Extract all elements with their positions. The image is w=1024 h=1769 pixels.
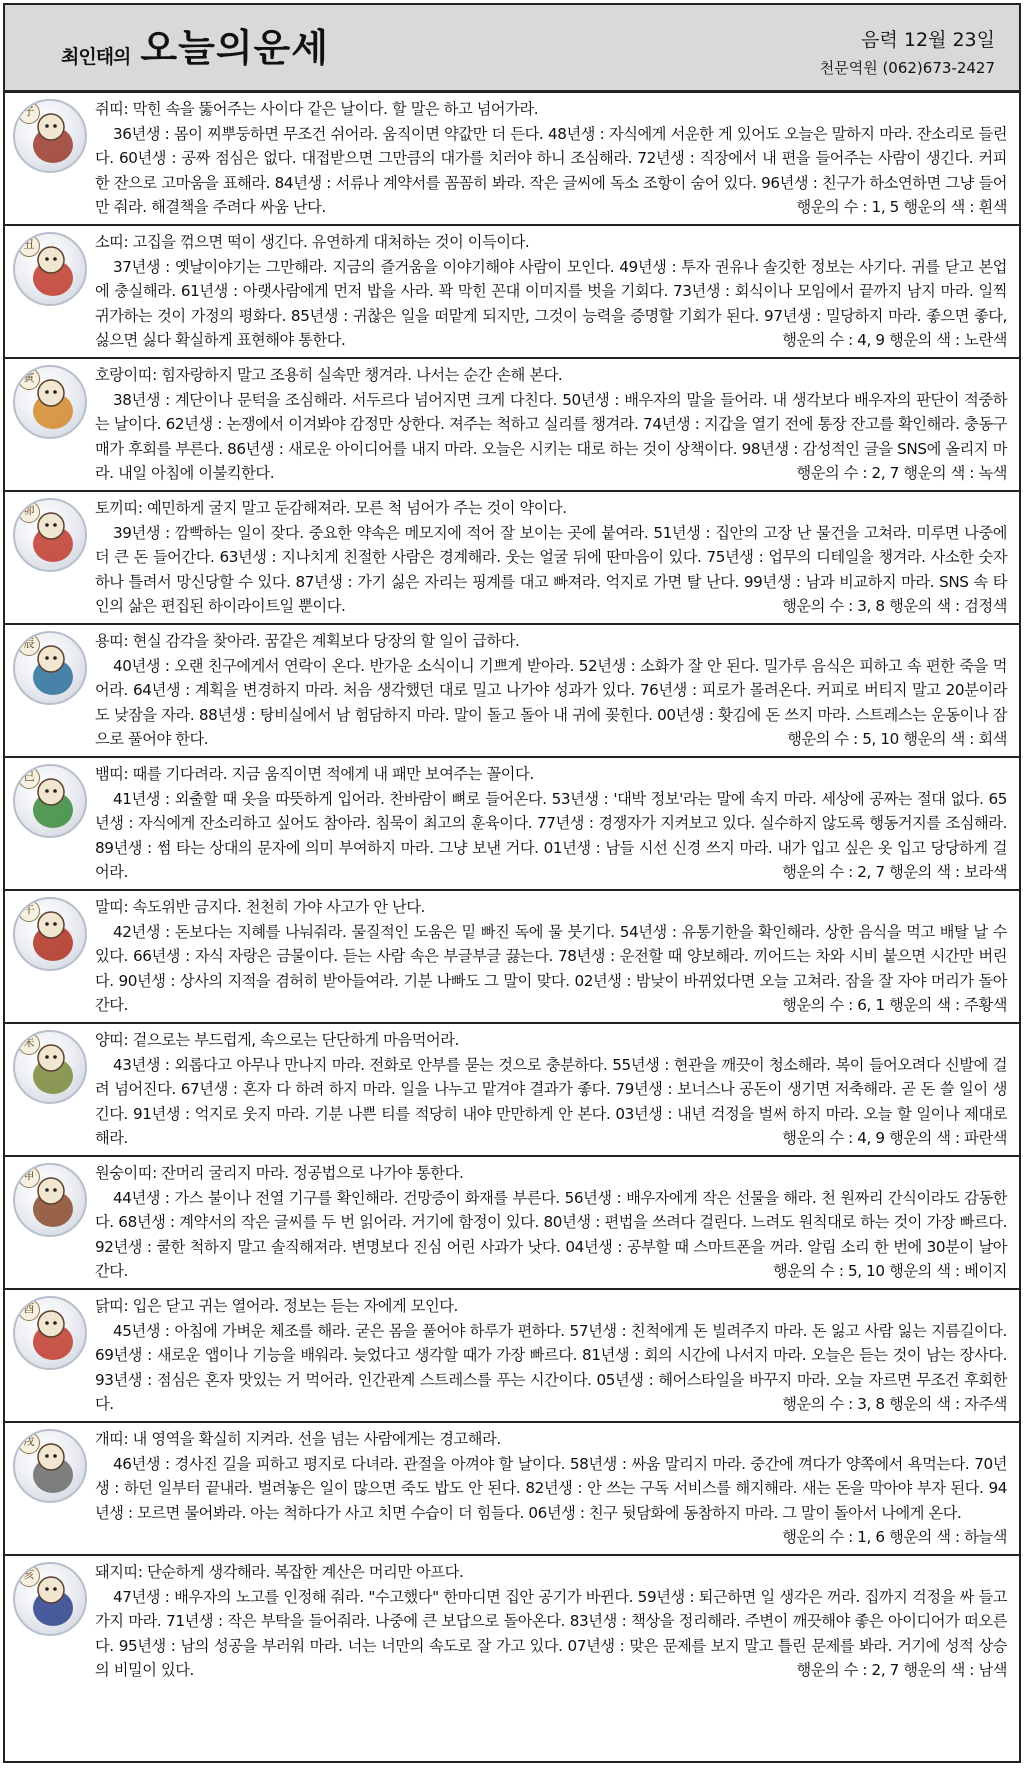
zodiac-row [5, 226, 1019, 359]
zodiac-seal-char: 寅 [18, 368, 40, 390]
fortune-text [95, 230, 1007, 353]
zodiac-animal-icon [13, 498, 87, 572]
zodiac-seal-char: 戌 [18, 1432, 40, 1454]
fortune-text [95, 762, 1007, 885]
fortune-body [95, 1319, 1007, 1417]
fortune-body [95, 521, 1007, 619]
fortune-headline: 돼지띠: 단순하게 생각해라. 복잡한 계산은 머리만 아프다. [95, 1563, 464, 1581]
fortune-text [95, 629, 1007, 752]
zodiac-animal-icon [13, 1429, 87, 1503]
fortune-text [95, 1028, 1007, 1151]
zodiac-row [5, 492, 1019, 625]
fortune-headline: 용띠: 현실 감각을 찾아라. 꿈같은 계획보다 당장의 할 일이 급하다. [95, 632, 520, 650]
lucky-number-color: 행운의 수 : 2, 7 행운의 색 : 녹색 [796, 464, 1007, 482]
brand [61, 27, 329, 69]
lucky-number-color: 행운의 수 : 5, 10 행운의 색 : 베이지 [772, 1262, 1007, 1280]
fortune-headline: 소띠: 고집을 꺾으면 떡이 생긴다. 유연하게 대처하는 것이 이득이다. [95, 233, 530, 251]
lucky-number-color: 행운의 수 : 5, 10 행운의 색 : 회색 [787, 730, 1007, 748]
zodiac-seal-char: 亥 [18, 1565, 40, 1587]
zodiac-animal-icon [13, 1030, 87, 1104]
zodiac-seal-char: 卯 [18, 501, 40, 523]
lucky-number-color: 행운의 수 : 6, 1 행운의 색 : 주황색 [782, 996, 1007, 1014]
fortune-headline: 원숭이띠: 잔머리 굴리지 마라. 정공법으로 나가야 통한다. [95, 1164, 464, 1182]
zodiac-seal-char: 申 [18, 1166, 40, 1188]
fortune-body [95, 654, 1007, 752]
fortune-body-text: 39년생 : 깜빡하는 일이 잦다. 중요한 약속은 메모지에 적어 잘 보이는 곳에 붙여라. 51년생 : 집안의 고장 난 물건을 고쳐라. 미루면 나중에 더 큰 돈 들어간다. 63년생 : 지나치게 친절한 사람은 경계해라. 웃는 얼굴 뒤에 딴마음이 있다. 75년생 : 업무의 디테일을 챙겨라. 사소한 숫자 하나 틀려서 망신당할 수 있다. 87년생 : 가기 싫은 자리는 핑계를 대고 빠져라. 억지로 가면 탈 난다. 99년생 : 남과 비교하지 마라. SNS 속 타인의 삶은 편집된 하이라이트일 뿐이다. [95, 523, 1007, 615]
fortune-body-text: 40년생 : 오랜 친구에게서 연락이 온다. 반가운 소식이니 기쁘게 받아라. 52년생 : 소화가 잘 안 된다. 밀가루 음식은 피하고 속 편한 죽을 먹어라. 64년생 : 계획을 변경하지 마라. 처음 생각했던 대로 밀고 나가야 성과가 있다. 76년생 : 피로가 몰려온다. 커피로 버티지 말고 20분이라도 낮잠을 자라. 88년생 : 탕비실에서 남 험담하지 마라. 말이 돌고 돌아 내 귀에 꽂힌다. 00년생 : 홧김에 돈 쓰지 마라. 스트레스는 운동이나 잠으로 풀어야 한다. [95, 656, 1007, 748]
zodiac-seal-char: 巳 [18, 767, 40, 789]
fortune-body [95, 255, 1007, 353]
fortune-text [95, 1161, 1007, 1284]
zodiac-animal-icon [13, 1163, 87, 1237]
zodiac-seal-char: 辰 [18, 634, 40, 656]
fortune-body [95, 1053, 1007, 1151]
fortune-body-text: 41년생 : 외출할 때 옷을 따뜻하게 입어라. 찬바람이 뼈로 들어온다. 53년생 : '대박 정보'라는 말에 속지 마라. 세상에 공짜는 절대 없다. 65년생 : 자식에게 잔소리하고 싶어도 참아라. 침묵이 최고의 훈육이다. 77년생 : 경쟁자가 지켜보고 있다. 실수하지 않도록 행동거지를 조심해라. 89년생 : 썸 타는 상대의 문자에 의미 부여하지 마라. 그냥 보낸 거다. 01년생 : 남들 시선 신경 쓰지 마라. 내가 입고 싶은 옷 입고 당당하게 걸어라. [95, 789, 1007, 881]
fortune-body-text: 38년생 : 계단이나 문턱을 조심해라. 서두르다 넘어지면 크게 다친다. 50년생 : 배우자의 말을 들어라. 내 생각보다 배우자의 판단이 적중하는 날이다. 62년생 : 논쟁에서 이겨봐야 감정만 상한다. 져주는 척하고 실리를 챙겨라. 74년생 : 지갑을 열기 전에 통장 잔고를 확인해라. 충동구매가 후회를 부른다. 86년생 : 새로운 아이디어를 내지 마라. 오늘은 시키는 대로 하는 것이 상책이다. 98년생 : 감성적인 글을 SNS에 올리지 마라. 내일 아침에 이불킥한다. [95, 390, 1007, 482]
fortune-body-text: 43년생 : 외롭다고 아무나 만나지 마라. 전화로 안부를 묻는 것으로 충분하다. 55년생 : 현관을 깨끗이 청소해라. 복이 들어오려다 신발에 걸려 넘어진다. 67년생 : 혼자 다 하려 하지 마라. 일을 나누고 맡겨야 결과가 좋다. 79년생 : 보너스나 공돈이 생기면 저축해라. 곧 돈 쓸 일이 생긴다. 91년생 : 억지로 웃지 마라. 기분 나쁜 티를 적당히 내야 만만하게 안 본다. 03년생 : 내년 걱정을 벌써 하지 마라. 오늘 할 일이나 제대로 해라. [95, 1055, 1007, 1147]
zodiac-animal-icon [13, 631, 87, 705]
zodiac-animal-icon [13, 764, 87, 838]
lucky-number-color: 행운의 수 : 3, 8 행운의 색 : 자주색 [782, 1395, 1007, 1413]
fortune-text [95, 895, 1007, 1018]
fortune-headline: 개띠: 내 영역을 확실히 지켜라. 선을 넘는 사람에게는 경고해라. [95, 1430, 501, 1448]
fortune-body [95, 122, 1007, 220]
zodiac-seal-char: 午 [18, 900, 40, 922]
zodiac-row [5, 625, 1019, 758]
zodiac-row [5, 891, 1019, 1024]
lucky-number-color: 행운의 수 : 2, 7 행운의 색 : 보라색 [782, 863, 1007, 881]
zodiac-animal-icon [13, 1562, 87, 1636]
zodiac-seal-char: 未 [18, 1033, 40, 1055]
fortune-body [95, 1186, 1007, 1284]
fortune-body [95, 787, 1007, 885]
fortune-body [95, 1452, 1007, 1546]
lucky-number-color: 행운의 수 : 1, 5 행운의 색 : 흰색 [796, 198, 1007, 216]
fortune-headline: 뱀띠: 때를 기다려라. 지금 움직이면 적에게 내 패만 보여주는 꼴이다. [95, 765, 534, 783]
zodiac-animal-icon [13, 365, 87, 439]
zodiac-row [5, 1423, 1019, 1556]
fortune-body [95, 1585, 1007, 1683]
zodiac-animal-icon [13, 897, 87, 971]
fortune-headline: 호랑이띠: 힘자랑하지 말고 조용히 실속만 챙겨라. 나서는 순간 손해 본다. [95, 366, 563, 384]
lucky-number-color: 행운의 수 : 1, 6 행운의 색 : 하늘색 [782, 1528, 1007, 1546]
fortune-body-text: 37년생 : 옛날이야기는 그만해라. 지금의 즐거움을 이야기해야 사람이 모인다. 49년생 : 투자 권유나 솔깃한 정보는 사기다. 귀를 닫고 본업에 충실해라. 61년생 : 아랫사람에게 먼저 밥을 사라. 꽉 막힌 꼰대 이미지를 벗을 기회다. 73년생 : 회식이나 모임에서 끝까지 남지 마라. 일찍 귀가하는 것이 가정의 평화다. 85년생 : 귀찮은 일을 떠맡게 되지만, 그것이 능력을 증명할 기회가 된다. 97년생 : 밀당하지 마라. 좋으면 좋다, 싫으면 싫다 확실하게 표현해야 통한다. [95, 257, 1007, 349]
zodiac-list [5, 93, 1019, 1689]
fortune-headline: 쥐띠: 막힌 속을 뚫어주는 사이다 같은 날이다. 할 말은 하고 넘어가라. [95, 100, 539, 118]
fortune-page [3, 3, 1021, 1763]
fortune-headline: 토끼띠: 예민하게 굴지 말고 둔감해져라. 모른 척 넘어가 주는 것이 약이다. [95, 499, 567, 517]
zodiac-seal-char: 丑 [18, 235, 40, 257]
zodiac-animal-icon [13, 232, 87, 306]
fortune-body-text: 45년생 : 아침에 가벼운 체조를 해라. 굳은 몸을 풀어야 하루가 편하다. 57년생 : 친척에게 돈 빌려주지 마라. 돈 잃고 사람 잃는 지름길이다. 69년생 : 새로운 앱이나 기능을 배워라. 늦었다고 생각할 때가 가장 빠르다. 81년생 : 회의 시간에 나서지 마라. 오늘은 듣는 것이 남는 장사다. 93년생 : 점심은 혼자 맛있는 거 먹어라. 인간관계 스트레스를 푸는 시간이다. 05년생 : 헤어스타일을 바꾸지 마라. 오늘 자르면 무조건 후회한다. [95, 1321, 1007, 1413]
fortune-body [95, 920, 1007, 1018]
zodiac-row [5, 359, 1019, 492]
zodiac-animal-icon [13, 99, 87, 173]
zodiac-row [5, 758, 1019, 891]
fortune-body [95, 388, 1007, 486]
fortune-text [95, 1294, 1007, 1417]
zodiac-seal-char: 子 [18, 102, 40, 124]
header [5, 5, 1019, 93]
fortune-text [95, 496, 1007, 619]
lunar-date: 음력 12월 23일 [861, 29, 995, 51]
fortune-body-text: 47년생 : 배우자의 노고를 인정해 줘라. "수고했다" 한마디면 집안 공기가 바뀐다. 59년생 : 퇴근하면 일 생각은 꺼라. 집까지 걱정을 싸 들고 가지 마라. 71년생 : 작은 부탁을 들어줘라. 나중에 큰 보답으로 돌아온다. 83년생 : 책상을 정리해라. 주변이 깨끗해야 좋은 아이디어가 떠오른다. 95년생 : 남의 성공을 부러워 마라. 너는 너만의 속도로 잘 가고 있다. 07년생 : 맞은 문제를 보지 말고 틀린 문제를 봐라. 거기에 성적 상승의 비밀이 있다. [95, 1587, 1007, 1679]
fortune-body-text: 36년생 : 몸이 찌뿌둥하면 무조건 쉬어라. 움직이면 약값만 더 든다. 48년생 : 자식에게 서운한 게 있어도 오늘은 말하지 마라. 잔소리로 들린다. 60년생 : 공짜 점심은 없다. 대접받으면 그만큼의 대가를 치러야 하니 조심해라. 72년생 : 직장에서 내 편을 들어주는 사람이 생긴다. 커피 한 잔으로 고마움을 표해라. 84년생 : 서류나 계약서를 꼼꼼히 봐라. 작은 글씨에 독소 조항이 숨어 있다. 96년생 : 친구가 하소연하면 그냥 들어만 줘라. 해결책을 주려다 싸움 난다. [95, 124, 1007, 216]
zodiac-row [5, 1024, 1019, 1157]
fortune-text [95, 1560, 1007, 1683]
fortune-body-text: 42년생 : 돈보다는 지혜를 나눠줘라. 물질적인 도움은 밑 빠진 독에 물 붓기다. 54년생 : 유통기한을 확인해라. 상한 음식을 먹고 배탈 날 수 있다. 66년생 : 자식 자랑은 금물이다. 듣는 사람 속은 부글부글 끓는다. 78년생 : 운전할 때 양보해라. 끼어드는 차와 시비 붙으면 시간만 버린다. 90년생 : 상사의 지적을 겸허히 받아들여라. 기분 나빠도 그 말이 맞다. 02년생 : 밤낮이 바뀌었다면 오늘 고쳐라. 잠을 잘 자야 머리가 돌아간다. [95, 922, 1007, 1014]
zodiac-seal-char: 酉 [18, 1299, 40, 1321]
fortune-text [95, 1427, 1007, 1550]
fortune-body-text: 44년생 : 가스 불이나 전열 기구를 확인해라. 건망증이 화재를 부른다. 56년생 : 배우자에게 작은 선물을 해라. 천 원짜리 간식이라도 감동한다. 68년생 : 계약서의 작은 글씨를 두 번 읽어라. 거기에 함정이 있다. 80년생 : 편법을 쓰려다 걸린다. 느려도 원칙대로 하는 것이 가장 빠르다. 92년생 : 쿨한 척하지 말고 솔직해져라. 변명보다 진심 어린 사과가 낫다. 04년생 : 공부할 때 스마트폰을 꺼라. 알림 소리 한 번에 30분이 날아간다. [95, 1188, 1007, 1280]
fortune-text [95, 363, 1007, 486]
fortune-text [95, 97, 1007, 220]
lucky-number-color: 행운의 수 : 4, 9 행운의 색 : 노란색 [782, 331, 1007, 349]
zodiac-row [5, 1157, 1019, 1290]
zodiac-row [5, 1556, 1019, 1689]
fortune-headline: 양띠: 겉으로는 부드럽게, 속으로는 단단하게 마음먹어라. [95, 1031, 459, 1049]
zodiac-animal-icon [13, 1296, 87, 1370]
brand-author: 최인태의 [61, 46, 131, 68]
zodiac-row [5, 93, 1019, 226]
zodiac-row [5, 1290, 1019, 1423]
fortune-headline: 말띠: 속도위반 금지다. 천천히 가야 사고가 안 난다. [95, 898, 425, 916]
contact-info: 천문역원 (062)673-2427 [819, 59, 995, 77]
fortune-headline: 닭띠: 입은 닫고 귀는 열어라. 정보는 듣는 자에게 모인다. [95, 1297, 458, 1315]
brand-title: 오늘의운세 [140, 26, 329, 70]
lucky-number-color: 행운의 수 : 2, 7 행운의 색 : 남색 [796, 1661, 1007, 1679]
lucky-number-color: 행운의 수 : 3, 8 행운의 색 : 검정색 [782, 597, 1007, 615]
lucky-number-color: 행운의 수 : 4, 9 행운의 색 : 파란색 [782, 1129, 1007, 1147]
fortune-body-text: 46년생 : 경사진 길을 피하고 평지로 다녀라. 관절을 아껴야 할 날이다. 58년생 : 싸움 말리지 마라. 중간에 껴다가 양쪽에서 욕먹는다. 70년생 : 하던 일부터 끝내라. 벌려놓은 일이 많으면 죽도 밥도 안 된다. 82년생 : 안 쓰는 구독 서비스를 해지해라. 새는 돈을 막아야 부자 된다. 94년생 : 모르면 물어봐라. 아는 척하다가 사고 치면 수습이 더 힘들다. 06년생 : 친구 뒷담화에 동참하지 마라. 그 말이 돌아서 나에게 온다. [95, 1454, 1007, 1522]
